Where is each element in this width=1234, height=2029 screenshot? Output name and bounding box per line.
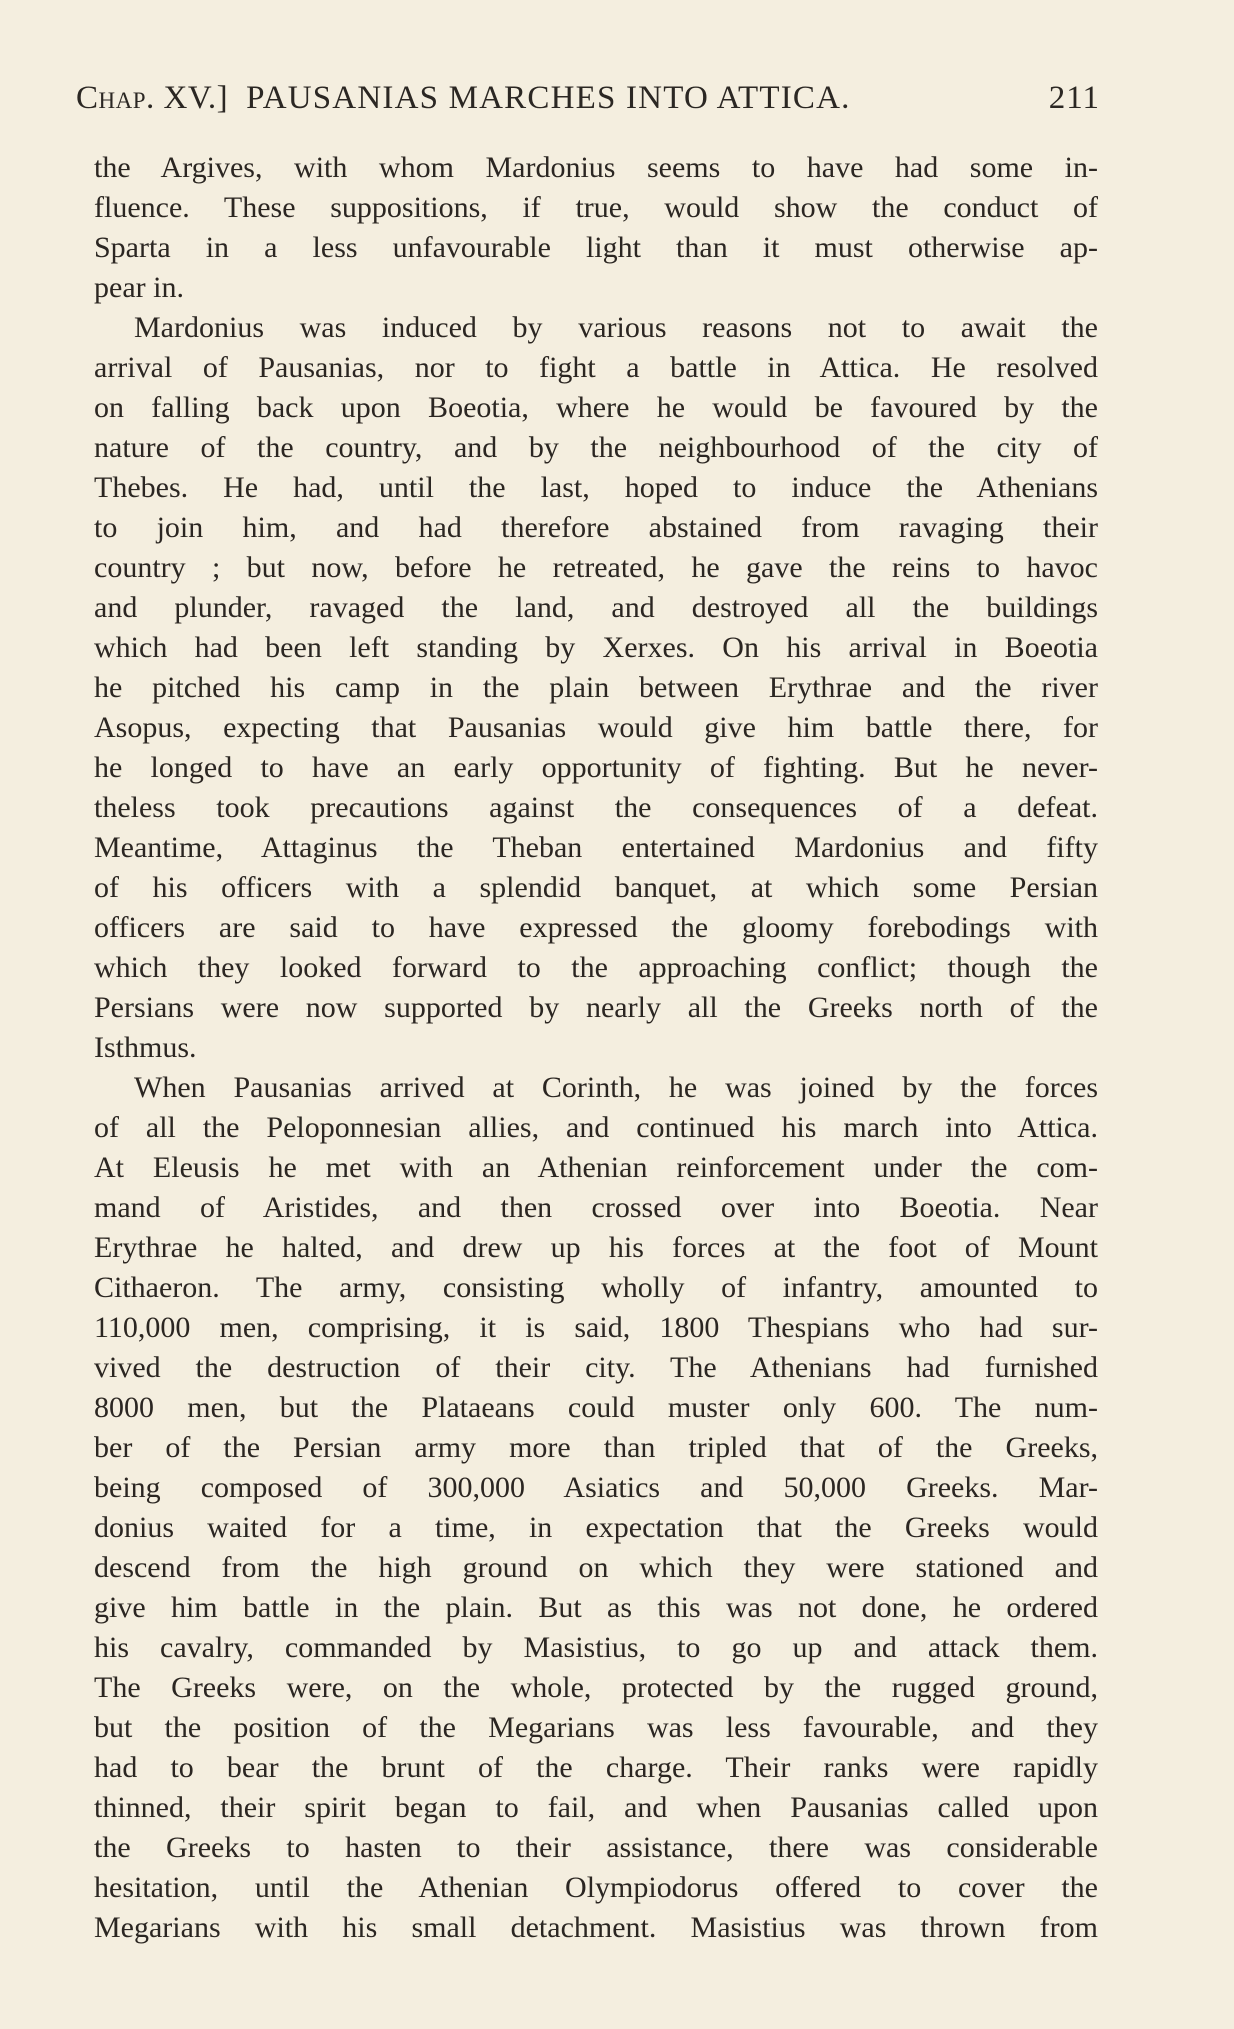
text-line: Meantime, Attaginus the Theban entertained Mardonius and fifty — [94, 831, 1098, 864]
paragraph-start-line: Mardonius was induced by various reasons not to await the — [134, 311, 1098, 344]
text-line: officers are said to have expressed the gloomy forebodings with — [94, 911, 1098, 944]
text-line: which they looked forward to the approaching conflict; though the — [94, 951, 1098, 984]
text-line: donius waited for a time, in expectation that the Greeks would — [94, 1511, 1098, 1544]
text-line: Isthmus. — [94, 1031, 197, 1064]
text-line: on falling back upon Boeotia, where he would be favoured by the — [94, 391, 1098, 424]
text-line: nature of the country, and by the neighbourhood of the city of — [94, 431, 1098, 464]
text-line: country ; but now, before he retreated, he gave the reins to havoc — [94, 551, 1098, 584]
running-head — [76, 80, 1100, 124]
text-line: give him battle in the plain. But as this was not done, he ordered — [94, 1591, 1098, 1624]
body-text — [94, 148, 1098, 1948]
page-number: 211 — [1048, 80, 1100, 116]
text-line: which had been left standing by Xerxes. On his arrival in Boeotia — [94, 631, 1098, 664]
text-line: of all the Peloponnesian allies, and continued his march into Attica. — [94, 1111, 1098, 1144]
chapter-label: Chap. XV.] — [76, 80, 229, 116]
text-line: being composed of 300,000 Asiatics and 50,000 Greeks. Mar- — [94, 1471, 1098, 1504]
text-line: Megarians with his small detachment. Masistius was thrown from — [94, 1911, 1098, 1944]
text-line: theless took precautions against the consequences of a defeat. — [94, 791, 1098, 824]
text-line: Sparta in a less unfavourable light than it must otherwise ap- — [94, 231, 1098, 264]
text-line: Thebes. He had, until the last, hoped to induce the Athenians — [94, 471, 1098, 504]
text-line: arrival of Pausanias, nor to fight a battle in Attica. He resolved — [94, 351, 1098, 384]
text-line: of his officers with a splendid banquet, at which some Persian — [94, 871, 1098, 904]
text-line: he pitched his camp in the plain between Erythrae and the river — [94, 671, 1098, 704]
text-line: thinned, their spirit began to fail, and when Pausanias called upon — [94, 1791, 1098, 1824]
text-line: pear in. — [94, 271, 184, 304]
text-line: mand of Aristides, and then crossed over into Boeotia. Near — [94, 1191, 1098, 1224]
text-line: vived the destruction of their city. The Athenians had furnished — [94, 1351, 1098, 1384]
text-line: and plunder, ravaged the land, and destroyed all the buildings — [94, 591, 1098, 624]
text-line: hesitation, until the Athenian Olympiodorus offered to cover the — [94, 1871, 1098, 1904]
text-line: ber of the Persian army more than tripled that of the Greeks, — [94, 1431, 1098, 1464]
text-line: to join him, and had therefore abstained from ravaging their — [94, 511, 1098, 544]
text-line: descend from the high ground on which they were stationed and — [94, 1551, 1098, 1584]
text-line: had to bear the brunt of the charge. Their ranks were rapidly — [94, 1751, 1098, 1784]
text-line: the Argives, with whom Mardonius seems to have had some in- — [94, 151, 1098, 184]
text-line: 8000 men, but the Plataeans could muster only 600. The num- — [94, 1391, 1098, 1424]
text-line: Persians were now supported by nearly all the Greeks north of the — [94, 991, 1098, 1024]
text-line: Cithaeron. The army, consisting wholly of infantry, amounted to — [94, 1271, 1098, 1304]
text-line: his cavalry, commanded by Masistius, to go up and attack them. — [94, 1631, 1098, 1664]
text-line: fluence. These suppositions, if true, would show the conduct of — [94, 191, 1098, 224]
text-line: The Greeks were, on the whole, protected by the rugged ground, — [94, 1671, 1098, 1704]
text-line: the Greeks to hasten to their assistance, there was considerable — [94, 1831, 1098, 1864]
text-line: Asopus, expecting that Pausanias would give him battle there, for — [94, 711, 1098, 744]
text-line: At Eleusis he met with an Athenian reinforcement under the com- — [94, 1151, 1098, 1184]
text-line: he longed to have an early opportunity of fighting. But he never- — [94, 751, 1098, 784]
text-line: Erythrae he halted, and drew up his forces at the foot of Mount — [94, 1231, 1098, 1264]
running-title: PAUSANIAS MARCHES INTO ATTICA. — [246, 80, 851, 116]
text-line: 110,000 men, comprising, it is said, 1800 Thespians who had sur- — [94, 1311, 1098, 1344]
text-line: but the position of the Megarians was less favourable, and they — [94, 1711, 1098, 1744]
paragraph-start-line: When Pausanias arrived at Corinth, he was joined by the forces — [134, 1071, 1098, 1104]
